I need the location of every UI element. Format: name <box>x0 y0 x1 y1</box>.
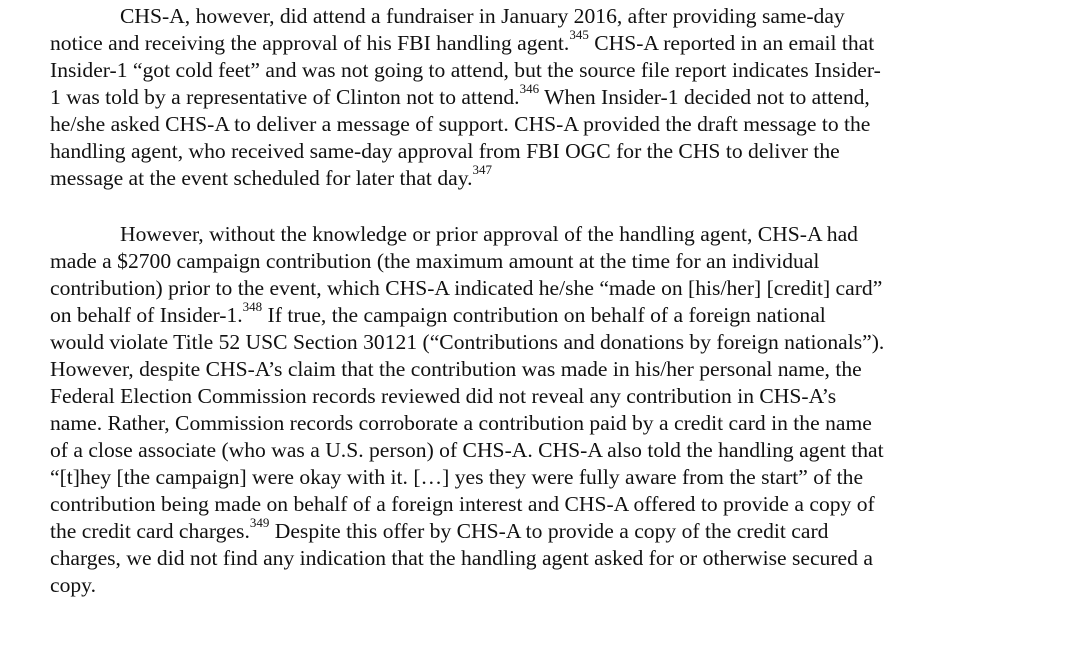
text-run: However, despite CHS-A’s claim that the contribution was made in his/her personal name, the <box>50 357 862 381</box>
text-run: “[t]hey [the campaign] were okay with it. […] yes they were fully aware from the start” of the <box>50 465 864 489</box>
footnote-marker: 348 <box>242 298 263 314</box>
text-line <box>50 514 829 544</box>
text-run: would violate Title 52 USC Section 30121 (“Contributions and donations by foreign nationals”). <box>50 330 885 354</box>
text-line <box>50 298 826 328</box>
text-run: When Insider-1 decided not to attend, <box>539 85 870 109</box>
text-run: CHS-A, however, did attend a fundraiser in January 2016, after providing same-day <box>120 4 845 28</box>
text-run: charges, we did not find any indication that the handling agent asked for or otherwise secured a <box>50 546 873 570</box>
text-run: copy. <box>50 573 96 597</box>
text-line <box>50 437 884 463</box>
text-run: handling agent, who received same-day approval from FBI OGC for the CHS to deliver the <box>50 139 840 163</box>
text-run: the credit card charges. <box>50 519 250 543</box>
text-line <box>50 80 870 110</box>
text-line <box>50 111 870 137</box>
text-run: Federal Election Commission records reviewed did not reveal any contribution in CHS-A’s <box>50 384 837 408</box>
text-line <box>50 383 836 409</box>
text-line <box>50 464 863 490</box>
text-run: made a $2700 campaign contribution (the maximum amount at the time for an individual <box>50 249 820 273</box>
text-line <box>50 329 884 355</box>
text-line <box>50 356 862 382</box>
text-line <box>120 221 858 247</box>
text-run: contribution being made on behalf of a foreign interest and CHS-A offered to provide a copy of <box>50 492 875 516</box>
text-run: he/she asked CHS-A to deliver a message of support. CHS-A provided the draft message to the <box>50 112 871 136</box>
text-line <box>50 410 872 436</box>
text-line <box>50 275 882 301</box>
text-line <box>50 248 819 274</box>
text-run: notice and receiving the approval of his FBI handling agent. <box>50 31 570 55</box>
text-run: If true, the campaign contribution on behalf of a foreign national <box>262 303 826 327</box>
text-line <box>50 572 96 598</box>
text-run: Insider-1 “got cold feet” and was not going to attend, but the source file report indicates Insider- <box>50 58 881 82</box>
text-line <box>120 3 845 29</box>
footnote-marker: 346 <box>519 80 540 96</box>
text-run: contribution) prior to the event, which CHS-A indicated he/she “made on [his/her] [credit] card” <box>50 276 883 300</box>
footnote-marker: 347 <box>472 161 493 177</box>
text-run: Despite this offer by CHS-A to provide a copy of the credit card <box>269 519 829 543</box>
text-line <box>50 57 881 83</box>
text-run: message at the event scheduled for later that day. <box>50 166 473 190</box>
text-line <box>50 161 493 191</box>
text-run: CHS-A reported in an email that <box>588 31 875 55</box>
text-line <box>50 545 873 571</box>
footnote-marker: 345 <box>569 26 589 42</box>
text-line <box>50 491 875 517</box>
text-run: on behalf of Insider-1. <box>50 303 243 327</box>
text-line <box>50 26 875 56</box>
text-line <box>50 138 840 164</box>
text-run: name. Rather, Commission records corroborate a contribution paid by a credit card in the name <box>50 411 872 435</box>
text-run: However, without the knowledge or prior approval of the handling agent, CHS-A had <box>120 222 858 246</box>
text-run: 1 was told by a representative of Clinton not to attend. <box>50 85 520 109</box>
text-run: of a close associate (who was a U.S. person) of CHS-A. CHS-A also told the handling agent that <box>50 438 884 462</box>
footnote-marker: 349 <box>249 514 270 530</box>
